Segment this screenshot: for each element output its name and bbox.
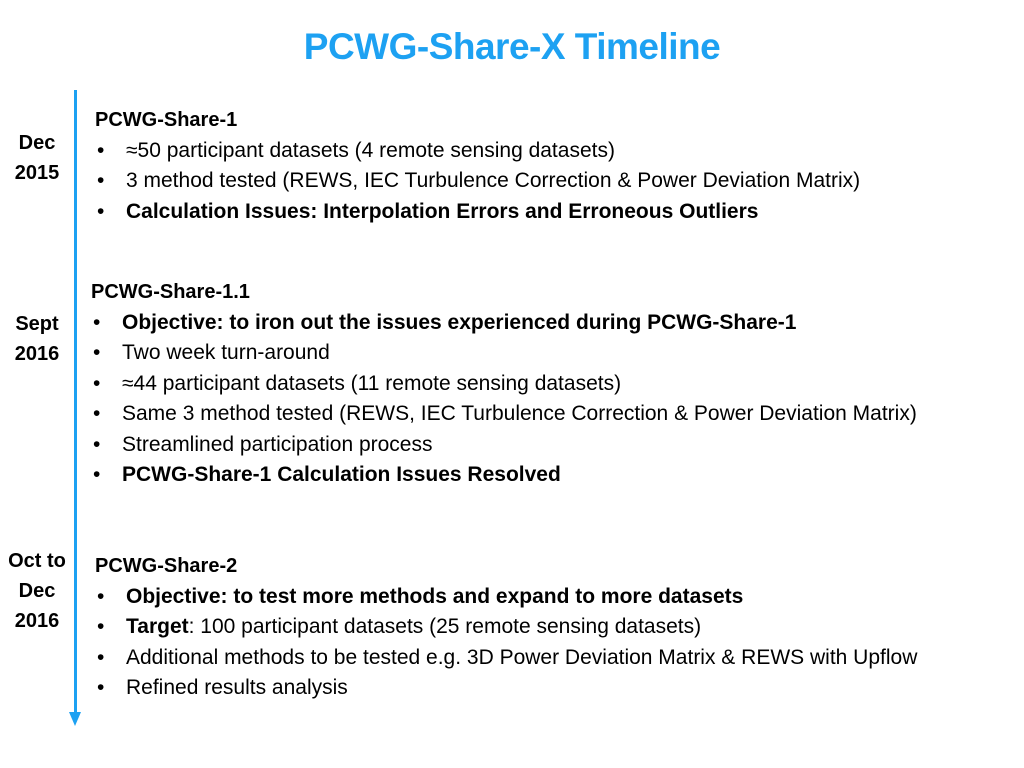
list-item-text: Streamlined participation process [122, 432, 433, 456]
list-item-text: Objective: to test more methods and expand to more datasets [126, 584, 744, 608]
list-item [95, 166, 860, 197]
bullet-icon: • [97, 676, 105, 699]
date-label-line: 2016 [14, 610, 60, 632]
section-heading: PCWG-Share-1 [95, 109, 238, 131]
list-item [95, 582, 917, 613]
list-item-text: Calculation Issues: Interpolation Errors and Erroneous Outliers [126, 199, 759, 223]
bullet-icon: • [97, 169, 105, 192]
list-item-text: PCWG-Share-1 Calculation Issues Resolved [122, 463, 561, 486]
list-item [91, 430, 917, 461]
list-item-text: Refined results analysis [126, 676, 348, 699]
date-label-dec-2015 [2, 128, 72, 188]
list-item-text: Additional methods to be tested e.g. 3D Power Deviation Matrix & REWS with Upflow [126, 645, 918, 669]
date-label-line: Dec [18, 132, 56, 154]
timeline-line [74, 90, 77, 718]
bullet-icon: • [93, 310, 101, 334]
list-item [95, 643, 917, 674]
list-item-text: ≈50 participant datasets (4 remote sensing datasets) [126, 138, 615, 162]
bullet-icon: • [97, 138, 105, 162]
list-item-text: Two week turn-around [122, 341, 330, 364]
page-title: PCWG-Share-X Timeline [303, 26, 721, 67]
bullet-icon: • [93, 341, 101, 364]
bullet-icon: • [97, 645, 105, 669]
list-item-text: 3 method tested (REWS, IEC Turbulence Correction & Power Deviation Matrix) [126, 169, 861, 192]
list-item [95, 197, 860, 228]
bullet-icon: • [93, 371, 101, 395]
list-item-bold-prefix: Target [126, 615, 189, 638]
list-item-text: Same 3 method tested (REWS, IEC Turbulence Correction & Power Deviation Matrix) [122, 402, 917, 425]
bullet-icon: • [93, 432, 101, 456]
date-label-line: Sept [15, 313, 59, 335]
list-item-text: : 100 participant datasets (25 remote sensing datasets) [188, 615, 702, 638]
date-label-line: 2015 [14, 162, 60, 184]
bullet-icon: • [93, 463, 101, 486]
list-item [95, 673, 917, 704]
bullet-icon: • [93, 402, 101, 425]
date-label-oct-dec-2016 [2, 546, 72, 636]
bullet-icon: • [97, 615, 105, 638]
bullet-icon: • [97, 199, 105, 223]
list-item [95, 612, 917, 643]
timeline-arrow-down-icon [69, 712, 81, 726]
bullet-list [95, 582, 917, 704]
date-label-sept-2016 [2, 309, 72, 369]
date-label-line: Oct to [8, 550, 66, 572]
list-item [91, 460, 917, 491]
section-heading: PCWG-Share-1.1 [91, 281, 250, 303]
bullet-list [91, 308, 917, 491]
list-item [91, 338, 917, 369]
section-heading: PCWG-Share-2 [95, 555, 238, 577]
section-pcwg-share-1-1 [91, 277, 917, 491]
list-item-text: ≈44 participant datasets (11 remote sensing datasets) [122, 371, 622, 395]
bullet-icon: • [97, 584, 105, 608]
list-item [91, 399, 917, 430]
date-label-line: 2016 [14, 343, 60, 365]
date-label-line: Dec [18, 580, 56, 602]
section-pcwg-share-2 [95, 551, 917, 704]
list-item-text: Objective: to iron out the issues experienced during PCWG-Share-1 [122, 310, 797, 334]
section-pcwg-share-1 [95, 105, 860, 227]
list-item [95, 136, 860, 167]
bullet-list [95, 136, 860, 228]
list-item [91, 369, 917, 400]
list-item [91, 308, 917, 339]
